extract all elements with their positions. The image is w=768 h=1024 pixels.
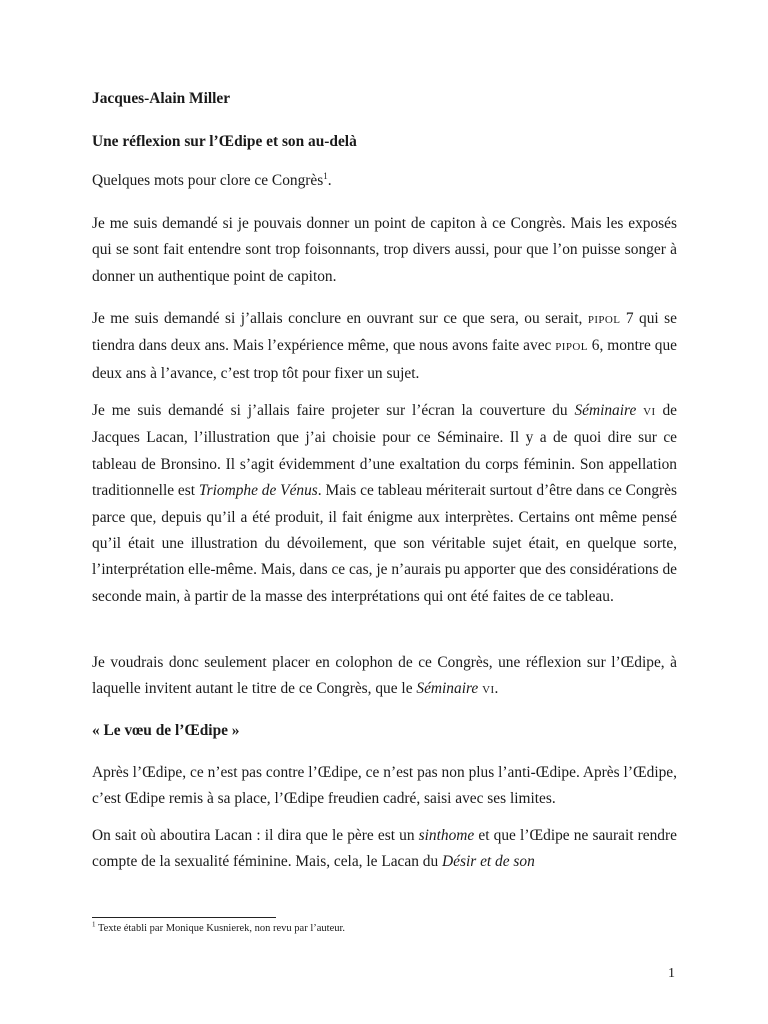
painting-title: Triomphe de Vénus	[198, 482, 318, 500]
section-heading: « Le vœu de l’Œdipe »	[92, 722, 240, 739]
footnote-divider	[92, 917, 276, 918]
paragraph-intro: Quelques mots pour clore ce Congrès$^1$.	[92, 170, 332, 189]
paragraph-sinthome: On sait où aboutira Lacan : il dira que le père est un sinthome et que l’Œdipe ne saurait rendre compte de la sexualité féminine. Mais, cela, le Lacan du Désir et de son	[92, 827, 677, 871]
pipol-label: PIPOL	[555, 341, 588, 354]
seminaire-title: Séminaire	[416, 680, 479, 698]
desir-title: Désir et de son	[442, 853, 535, 871]
footnote-number: 1	[92, 920, 96, 929]
intro-text: Quelques mots pour clore ce Congrès	[92, 172, 324, 189]
footnote	[92, 920, 346, 934]
footnote-text: Texte établi par Monique Kusnierek, non revu par l’auteur.	[97, 923, 346, 934]
seminaire-title: Séminaire	[574, 402, 637, 419]
document-title: Une réflexion sur l’Œdipe et son au-delà	[92, 133, 357, 150]
paragraph-apres-oedipe: Après l’Œdipe, ce n’est pas contre l’Œdipe, ce n’est pas non plus l’anti-Œdipe. Après l’Œdipe, c’est Œdipe remis à sa place, l’Œdipe freudien cadré, saisi avec ses limites.	[92, 764, 677, 808]
paragraph-colophon: Je voudrais donc seulement placer en colophon de ce Congrès, une réflexion sur l’Œdipe, à laquelle invitent autant le titre de ce Congrès, que le Séminaire VI.	[92, 654, 677, 698]
seminar-number: VI	[482, 684, 495, 697]
paragraph-pipol: Je me suis demandé si j’allais conclure en ouvrant sur ce que sera, ou serait, PIPOL 7 qui se tiendra dans deux ans. Mais l’expérience même, que nous avons faite avec PIPOL 6, montre que deux ans à l’avance, c’est trop tôt pour fixer un sujet.	[92, 310, 677, 382]
seminar-number: VI	[643, 406, 656, 418]
page-number: 1	[668, 966, 675, 981]
sinthome-term: sinthome	[418, 827, 475, 844]
author-name: Jacques-Alain Miller	[92, 90, 231, 107]
pipol-label: PIPOL	[587, 314, 621, 326]
footnote-reference[interactable]: 1	[323, 170, 328, 181]
paragraph-capiton: Je me suis demandé si je pouvais donner un point de capiton à ce Congrès. Mais les exposés qui se sont fait entendre sont trop foisonnants, trop divers aussi, pour que l’on puisse songer à donner un authentique point de capiton.	[92, 215, 677, 285]
paragraph-tableau: Je me suis demandé si j’allais faire projeter sur l’écran la couverture du Séminaire VI de Jacques Lacan, l’illustration que j’ai choisie pour ce Séminaire. Il y a de quoi dire sur ce tableau de Bronsino. Il s’agit évidemment d’une exaltation du corps féminin. Son appellation traditionnelle est Triomphe de Vénus. Mais ce tableau mériterait surtout d’être dans ce Congrès parce que, depuis qu’il a été produit, il fait énigme aux interprètes. Certains ont même pensé qu’il était une illustration du dévoilement, que son véritable sujet était, en quelque sorte, l’interprétation elle-même. Mais, dans ce cas, je n’aurais pu apporter que des considérations de seconde main, à partir de la masse des interprétations qui ont été faites de ce tableau.	[92, 402, 677, 605]
